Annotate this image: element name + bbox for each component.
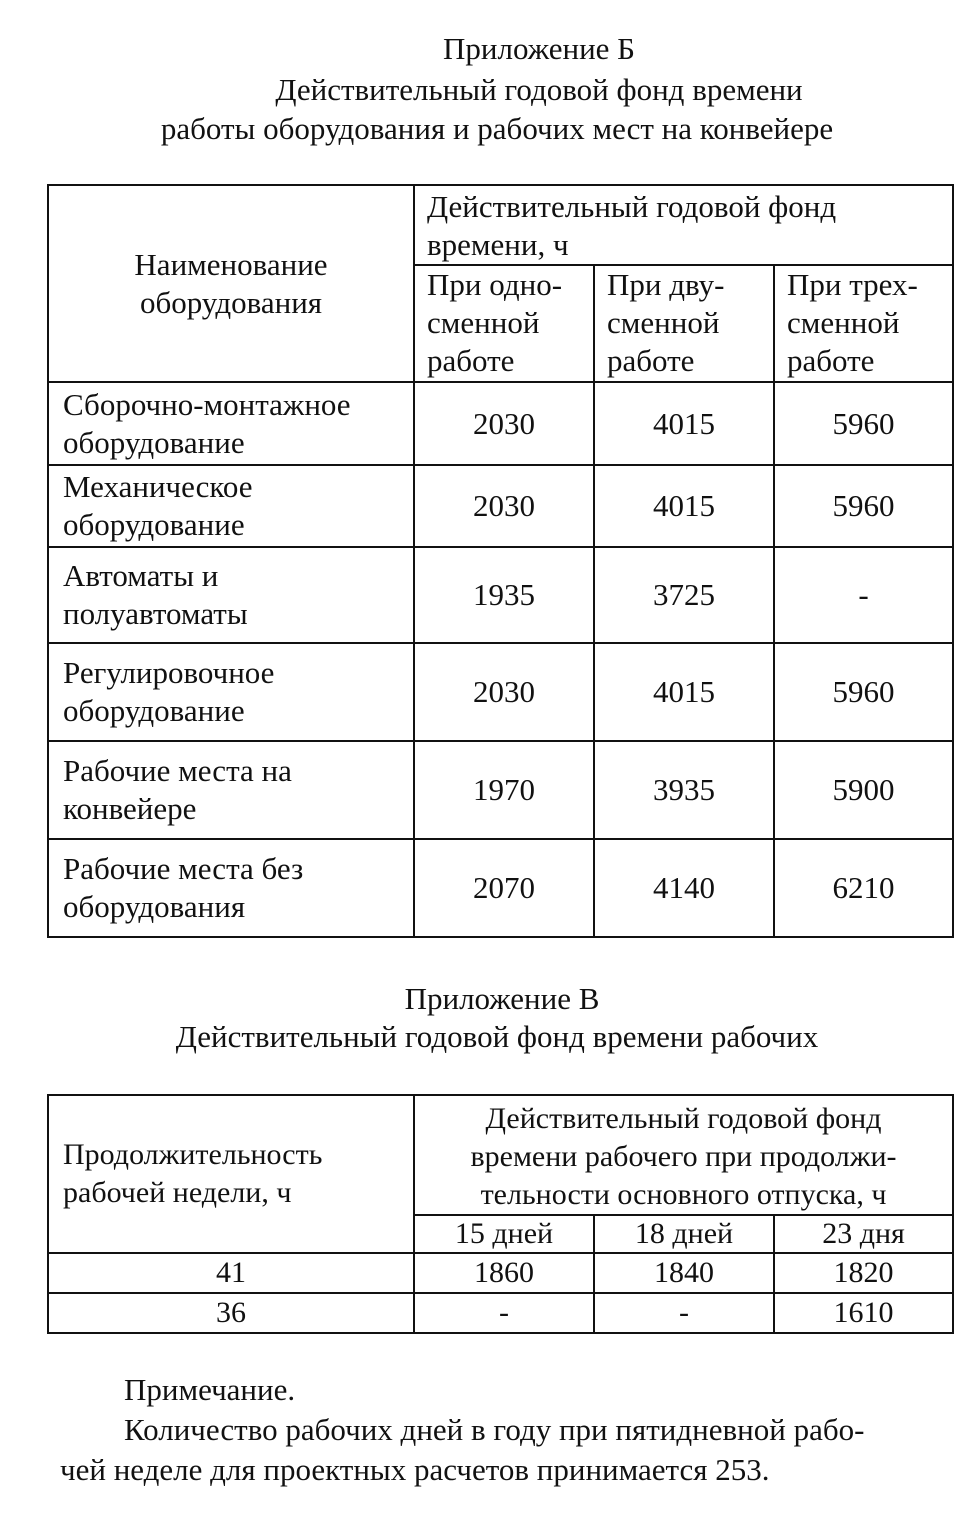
table-row (48, 839, 953, 937)
equipment-name-line: полуавтоматы (63, 596, 248, 631)
value-three-shift: 5960 (774, 382, 953, 465)
group-header-line3: тельности основного отпуска, ч (480, 1178, 887, 1211)
value-two-shift: 4015 (594, 465, 774, 547)
equipment-name-cell (48, 382, 414, 465)
value-15-days: 1860 (414, 1253, 594, 1293)
value-two-shift: 4015 (594, 643, 774, 741)
value-23-days: 1820 (774, 1253, 953, 1293)
shift-header-line: При дву- (607, 267, 725, 302)
shift-header-line: сменной (427, 305, 540, 340)
column-header-15-days: 15 дней (414, 1215, 594, 1253)
value-one-shift: 1970 (414, 741, 594, 839)
value-one-shift: 2030 (414, 382, 594, 465)
column-header-one-shift (414, 265, 594, 382)
value-three-shift: 5960 (774, 465, 953, 547)
value-three-shift: 5900 (774, 741, 953, 839)
group-header-line1: Действительный годовой фонд (485, 1102, 882, 1135)
value-three-shift: 6210 (774, 839, 953, 937)
note-block (60, 1370, 940, 1490)
equipment-time-fund-table (47, 184, 954, 938)
equipment-name-line: Регулировочное (63, 655, 275, 690)
equipment-name-line: оборудования (63, 889, 246, 924)
equipment-name-line: Механическое (63, 469, 253, 504)
appendix-v-label: Приложение В (404, 981, 600, 1016)
value-two-shift: 3725 (594, 547, 774, 643)
value-one-shift: 1935 (414, 547, 594, 643)
equipment-name-cell (48, 741, 414, 839)
appendix-b-title-line1: Действительный годовой фонд времени (275, 72, 803, 107)
header-name-line1: Продолжительность (63, 1138, 323, 1171)
equipment-name-line: Автоматы и (63, 558, 219, 593)
header-name-line2: оборудования (139, 284, 323, 320)
value-two-shift: 4140 (594, 839, 774, 937)
table-header-row (48, 1095, 953, 1215)
equipment-name-line: конвейере (63, 791, 197, 826)
table-row (48, 382, 953, 465)
value-18-days: 1840 (594, 1253, 774, 1293)
value-18-days: - (594, 1293, 774, 1333)
column-header-two-shift (594, 265, 774, 382)
table-row (48, 741, 953, 839)
value-two-shift: 4015 (594, 382, 774, 465)
table-header-row (48, 185, 953, 265)
group-header-line2: времени рабочего при продолжи- (470, 1140, 897, 1173)
equipment-name-line: оборудование (63, 693, 245, 728)
header-name-line1: Наименование (134, 246, 328, 282)
shift-header-line: сменной (787, 305, 900, 340)
appendix-v-title: Действительный годовой фонд времени рабочих (175, 1019, 819, 1054)
shift-header-line: работе (427, 343, 515, 378)
value-three-shift: - (774, 547, 953, 643)
equipment-name-line: Сборочно-монтажное (63, 386, 351, 422)
equipment-name-line: Рабочие места без (63, 851, 304, 886)
shift-header-line: работе (607, 343, 695, 378)
column-header-three-shift (774, 265, 953, 382)
equipment-name-line: оборудование (63, 507, 245, 542)
value-one-shift: 2030 (414, 465, 594, 547)
appendix-b-label: Приложение Б (443, 31, 635, 66)
equipment-name-line: Рабочие места на (63, 753, 292, 788)
appendix-b-title-line2: работы оборудования и рабочих мест на конвейере (160, 111, 834, 146)
header-name-line2: рабочей недели, ч (63, 1176, 292, 1209)
group-header-line1: Действительный годовой фонд (427, 189, 837, 224)
table-row (48, 1253, 953, 1293)
work-week-cell: 36 (48, 1293, 414, 1333)
work-week-cell: 41 (48, 1253, 414, 1293)
value-15-days: - (414, 1293, 594, 1333)
equipment-name-cell (48, 839, 414, 937)
table-row (48, 547, 953, 643)
column-header-equipment-name (48, 185, 414, 382)
value-one-shift: 2030 (414, 643, 594, 741)
column-group-worker-time-fund (414, 1095, 953, 1215)
worker-time-fund-table (47, 1094, 954, 1334)
note-line2: чей неделе для проектных расчетов принимается 253. (60, 1452, 770, 1487)
equipment-name-cell (48, 643, 414, 741)
value-three-shift: 5960 (774, 643, 953, 741)
value-two-shift: 3935 (594, 741, 774, 839)
note-title: Примечание. (124, 1372, 296, 1407)
shift-header-line: работе (787, 343, 875, 378)
group-header-line2: времени, ч (427, 227, 569, 262)
equipment-name-cell (48, 465, 414, 547)
column-header-work-week (48, 1095, 414, 1253)
equipment-name-cell (48, 547, 414, 643)
shift-header-line: сменной (607, 305, 720, 340)
column-header-23-days: 23 дня (774, 1215, 953, 1253)
column-header-18-days: 18 дней (594, 1215, 774, 1253)
table-row (48, 643, 953, 741)
table-row (48, 1293, 953, 1333)
shift-header-line: При одно- (427, 267, 563, 302)
shift-header-line: При трех- (787, 267, 918, 302)
value-23-days: 1610 (774, 1293, 953, 1333)
table-row (48, 465, 953, 547)
note-line1: Количество рабочих дней в году при пятидневной рабо- (124, 1412, 865, 1447)
value-one-shift: 2070 (414, 839, 594, 937)
column-group-time-fund (414, 185, 953, 265)
equipment-name-line: оборудование (63, 424, 245, 460)
